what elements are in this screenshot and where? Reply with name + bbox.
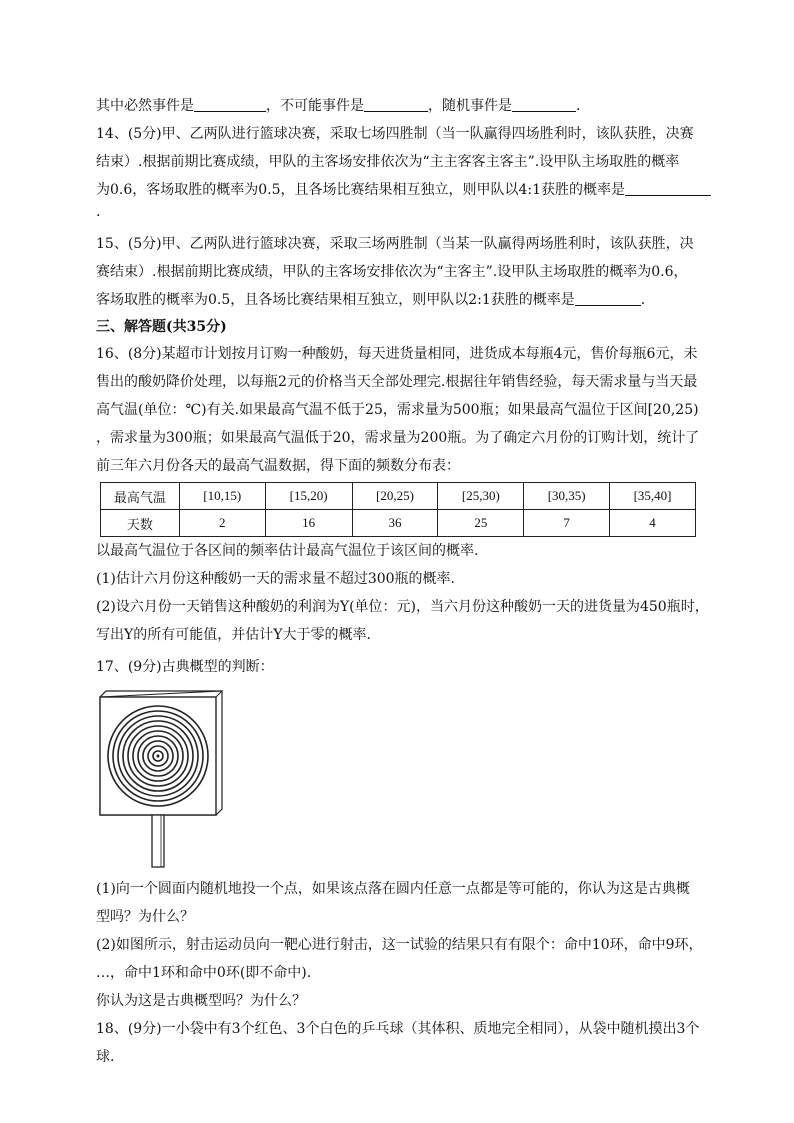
- section-heading: 三、解答题(共35分): [96, 319, 227, 335]
- answer-blank[interactable]: [625, 179, 711, 196]
- q16-line: (2)设六月份一天销售这种酸奶的利润为Y(单位：元)，当六月份这种酸奶一天的进货量为450瓶时，: [96, 599, 709, 615]
- q13-answer-line: [96, 92, 696, 120]
- text: .: [640, 292, 646, 308]
- q14-line: 结束）.根据前期比赛成绩，甲队的主客场安排依次为“主主客客主客主”.设甲队主场取胜的概率: [96, 154, 680, 170]
- q16-line: 写出Y的所有可能值，并估计Y大于零的概率.: [96, 627, 371, 643]
- text: ，不可能事件是: [266, 98, 364, 114]
- q15-line: 赛结束）.根据前期比赛成绩，甲队的主客场安排依次为“主客主”.设甲队主场取胜的概率为0.6，: [96, 264, 688, 280]
- q15-line: [96, 286, 696, 314]
- target-rings: [108, 706, 208, 806]
- table-cell: 2: [179, 510, 265, 537]
- answer-blank[interactable]: [575, 289, 641, 306]
- q16-line: ，需求量为300瓶；如果最高气温低于20，需求量为200瓶。为了确定六月份的订购计划，统计了: [96, 430, 700, 446]
- answer-blank[interactable]: [194, 95, 266, 112]
- q18-line: 18、(9分)一小袋中有3个红色、3个白色的乒乓球（其体积、质地完全相同），从袋中随机摸出3个: [96, 1021, 700, 1037]
- q18-line: 球.: [96, 1049, 115, 1065]
- table-cell: [35,40]: [610, 483, 696, 510]
- q17-line: 你认为这是古典概型吗？为什么？: [96, 993, 306, 1009]
- table-cell: 36: [352, 510, 438, 537]
- q16-line: 以最高气温位于各区间的频率估计最高气温位于该区间的概率.: [96, 543, 479, 559]
- q16-line: 高气温(单位：℃)有关.如果最高气温不低于25，需求量为500瓶；如果最高气温位于区间[20,25): [96, 402, 699, 418]
- table-header-cell: 最高气温: [101, 483, 180, 510]
- text: ，随机事件是: [428, 98, 512, 114]
- table-header-cell: 天数: [101, 510, 180, 537]
- target-board-icon: [98, 687, 228, 871]
- bullseye: [157, 755, 160, 758]
- table-cell: [20,25): [352, 483, 438, 510]
- q14-line: .: [96, 204, 101, 220]
- table-row: [101, 510, 696, 537]
- q15-line: 15、(5分)甲、乙两队进行篮球决赛，采取三场两胜制（当某一队赢得两场胜利时，该队获胜，决: [96, 236, 694, 252]
- text: 其中必然事件是: [96, 98, 194, 114]
- answer-blank[interactable]: [512, 95, 576, 112]
- target-figure: [96, 687, 696, 871]
- text: 为0.6，客场取胜的概率为0.5，且各场比赛结果相互独立，则甲队以4:1获胜的概率是: [96, 182, 626, 198]
- frequency-table: [100, 482, 696, 537]
- q16-line: 前三年六月份各天的最高气温数据，得下面的频数分布表：: [96, 458, 460, 474]
- table-cell: 4: [610, 510, 696, 537]
- q17-line: 型吗？为什么？: [96, 909, 194, 925]
- q14-line: [96, 176, 696, 204]
- exam-page: [96, 92, 709, 1071]
- text: .: [576, 98, 581, 114]
- q17-line: …，命中1环和命中0环(即不命中).: [96, 965, 312, 981]
- text: 客场取胜的概率为0.5，且各场比赛结果相互独立，则甲队以2:1获胜的概率是: [96, 292, 575, 308]
- q16-line: 售出的酸奶降价处理，以每瓶2元的价格当天全部处理完.根据往年销售经验，每天需求量与当天最: [96, 374, 698, 390]
- answer-blank[interactable]: [364, 95, 428, 112]
- table-row: [101, 483, 696, 510]
- q17-line: (2)如图所示，射击运动员向一靶心进行射击，这一试验的结果只有有限个：命中10环，命中9环，: [96, 937, 703, 953]
- table-cell: [30,35): [524, 483, 610, 510]
- table-cell: [10,15): [179, 483, 265, 510]
- table-cell: 7: [524, 510, 610, 537]
- q16-line: (1)估计六月份这种酸奶一天的需求量不超过300瓶的概率.: [96, 571, 456, 587]
- table-cell: [25,30): [438, 483, 524, 510]
- table-cell: 25: [438, 510, 524, 537]
- q17-line: 17、(9分)古典概型的判断：: [96, 659, 274, 675]
- table-cell: [15,20): [265, 483, 352, 510]
- q14-line: 14、(5分)甲、乙两队进行篮球决赛，采取七场四胜制（当一队赢得四场胜利时，该队获胜，决赛: [96, 126, 694, 142]
- q16-line: 16、(8分)某超市计划按月订购一种酸奶，每天进货量相同，进货成本每瓶4元，售价每瓶6元，未: [96, 346, 698, 362]
- q17-line: (1)向一个圆面内随机地投一个点，如果该点落在圆内任意一点都是等可能的，你认为这是古典概: [96, 881, 690, 897]
- table-cell: 16: [265, 510, 352, 537]
